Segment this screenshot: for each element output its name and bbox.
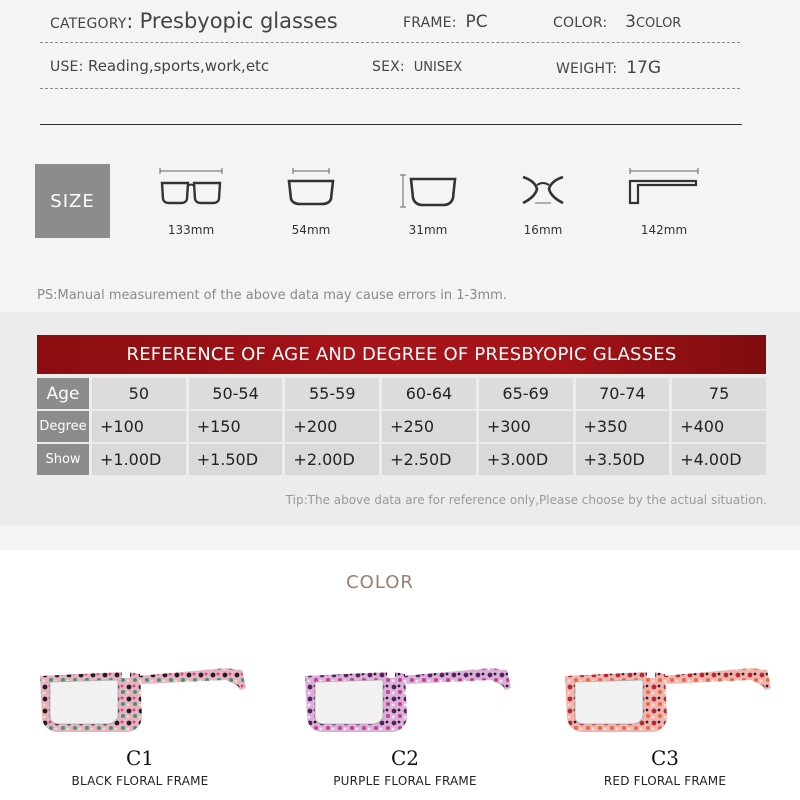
table-cell: 50-54 bbox=[186, 378, 283, 409]
table-cell: +2.50D bbox=[379, 444, 476, 475]
spec-weight-key: WEIGHT: bbox=[556, 61, 618, 77]
lens-width-icon bbox=[281, 165, 341, 209]
size-value-frame-width: 133mm bbox=[167, 223, 215, 237]
table-cell: 65-69 bbox=[476, 378, 573, 409]
size-value-temple-length: 142mm bbox=[640, 223, 688, 237]
size-value-lens-width: 54mm bbox=[291, 223, 331, 237]
color-variant-c1 bbox=[20, 648, 260, 788]
variant-code: C1 bbox=[125, 746, 155, 770]
reference-title: REFERENCE OF AGE AND DEGREE OF PRESBYOPIC GLASSES bbox=[37, 335, 766, 374]
table-cell: +200 bbox=[282, 411, 379, 442]
divider-solid bbox=[40, 124, 742, 125]
divider-dashed bbox=[40, 88, 740, 89]
table-row-degree bbox=[37, 411, 766, 442]
size-value-bridge-width: 16mm bbox=[523, 223, 563, 237]
spec-color bbox=[553, 12, 681, 32]
spec-sex-key: SEX: bbox=[372, 59, 405, 75]
color-variant-c3 bbox=[545, 648, 785, 788]
table-cell: +1.00D bbox=[89, 444, 186, 475]
row-header-age: Age bbox=[37, 378, 89, 409]
measurement-note: PS:Manual measurement of the above data may cause errors in 1-3mm. bbox=[37, 288, 507, 303]
reference-tip: Tip:The above data are for reference only,Please choose by the actual situation. bbox=[285, 493, 767, 507]
color-variant-c2 bbox=[285, 648, 525, 788]
floral-glasses-black-icon bbox=[30, 648, 250, 740]
spec-sex bbox=[372, 59, 462, 75]
size-value-lens-height: 31mm bbox=[408, 223, 448, 237]
table-cell: 70-74 bbox=[573, 378, 670, 409]
table-cell: +4.00D bbox=[669, 444, 766, 475]
spec-use-value: Reading,sports,work,etc bbox=[87, 57, 270, 75]
spec-use bbox=[50, 57, 269, 75]
color-section-title: COLOR bbox=[346, 572, 414, 593]
spec-frame bbox=[403, 12, 488, 32]
row-header-show: Show bbox=[37, 444, 89, 475]
spec-category-key: CATEGORY bbox=[50, 16, 127, 32]
variant-name: PURPLE FLORAL FRAME bbox=[333, 774, 477, 788]
table-cell: +3.00D bbox=[476, 444, 573, 475]
table-cell: +300 bbox=[476, 411, 573, 442]
reference-table bbox=[37, 376, 766, 477]
spec-frame-key: FRAME: bbox=[403, 15, 457, 31]
size-item-frame-width bbox=[151, 165, 231, 237]
size-item-lens-width bbox=[271, 165, 351, 237]
table-cell: 55-59 bbox=[282, 378, 379, 409]
spec-color-value-num: 3 bbox=[625, 12, 636, 32]
spec-color-key: COLOR: bbox=[553, 15, 608, 31]
spec-category-value: Presbyopic glasses bbox=[139, 9, 338, 33]
row-header-degree: Degree bbox=[37, 411, 89, 442]
table-cell: 60-64 bbox=[379, 378, 476, 409]
spec-frame-value: PC bbox=[465, 12, 488, 32]
frame-width-icon bbox=[156, 165, 226, 209]
table-cell: +2.00D bbox=[282, 444, 379, 475]
spec-weight-value: 17G bbox=[626, 58, 662, 78]
size-label: SIZE bbox=[35, 164, 110, 238]
lens-height-icon bbox=[393, 165, 463, 209]
size-item-temple-length bbox=[624, 165, 704, 237]
table-cell: +3.50D bbox=[573, 444, 670, 475]
spec-category: CATEGORY: Presbyopic glasses bbox=[50, 9, 338, 33]
divider-dashed bbox=[40, 42, 740, 43]
temple-length-icon bbox=[624, 165, 704, 209]
table-cell: +150 bbox=[186, 411, 283, 442]
bridge-width-icon bbox=[513, 165, 573, 209]
table-cell: +350 bbox=[573, 411, 670, 442]
variant-name: BLACK FLORAL FRAME bbox=[71, 774, 209, 788]
table-row-show bbox=[37, 444, 766, 475]
table-cell: 75 bbox=[669, 378, 766, 409]
spec-weight bbox=[556, 58, 661, 78]
table-cell: 50 bbox=[89, 378, 186, 409]
floral-glasses-purple-icon bbox=[295, 648, 515, 740]
size-item-lens-height bbox=[388, 165, 468, 237]
floral-glasses-red-icon bbox=[555, 648, 775, 740]
spec-use-key: USE: bbox=[50, 59, 84, 75]
spec-sex-value: UNISEX bbox=[413, 60, 463, 75]
table-cell: +250 bbox=[379, 411, 476, 442]
size-item-bridge-width bbox=[503, 165, 583, 237]
table-row-age bbox=[37, 378, 766, 409]
variant-code: C3 bbox=[650, 746, 680, 770]
table-cell: +1.50D bbox=[186, 444, 283, 475]
table-cell: +400 bbox=[669, 411, 766, 442]
variant-name: RED FLORAL FRAME bbox=[603, 774, 727, 788]
table-cell: +100 bbox=[89, 411, 186, 442]
variant-code: C2 bbox=[390, 746, 420, 770]
spec-color-value-word: COLOR bbox=[635, 16, 682, 31]
